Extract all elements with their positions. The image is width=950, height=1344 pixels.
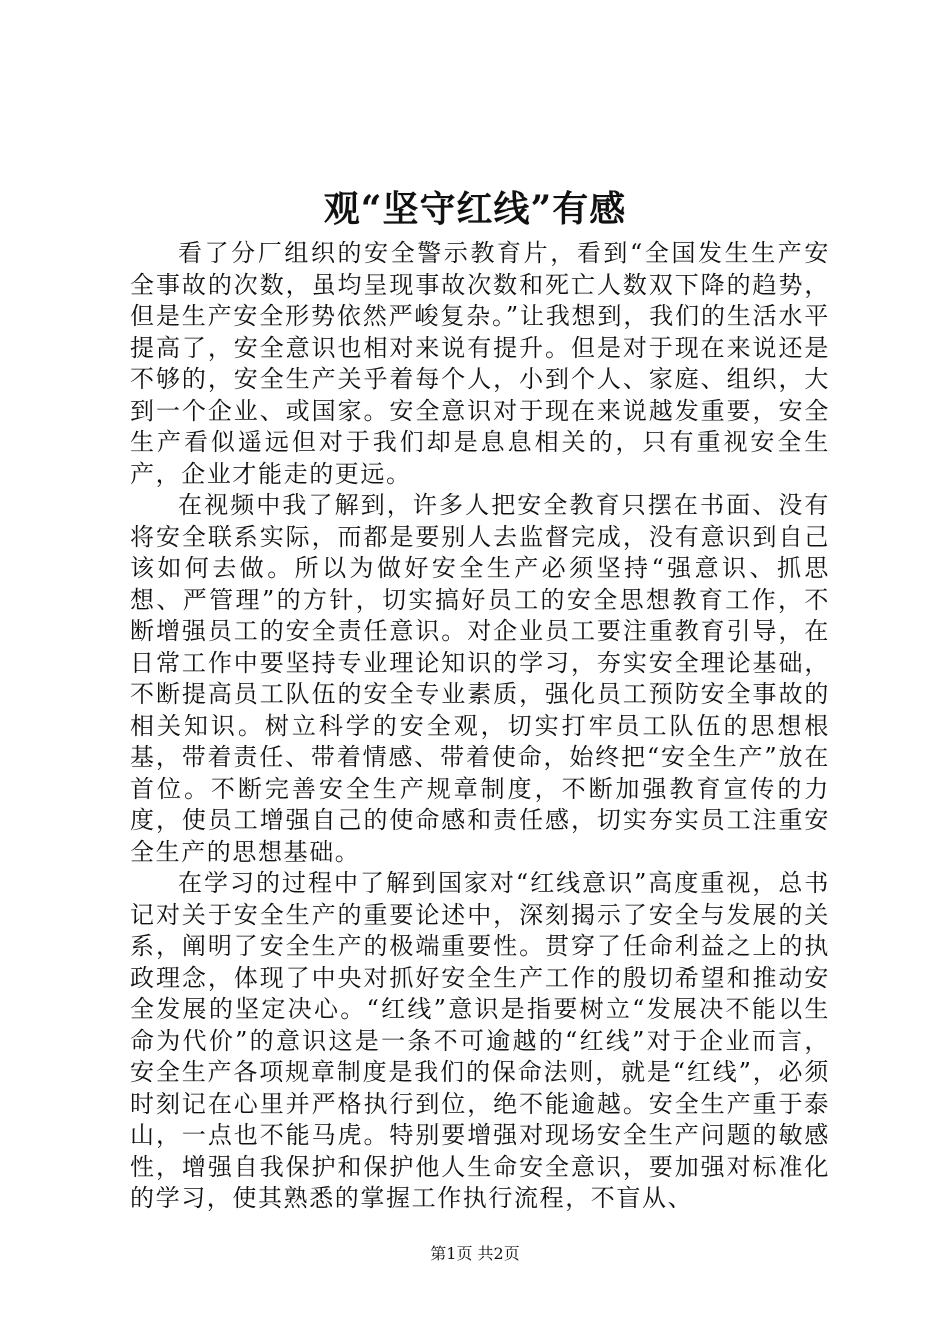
document-title: 观“坚守红线”有感 [323, 188, 627, 230]
paragraph: 在学习的过程中了解到国家对“红线意识”高度重视，总书记对关于安全生产的重要论述中，深刻揭示了安全与发展的关系，阐明了安全生产的极端重要性。贯穿了任命利益之上的执政理念，体现了中央对抓好安全生产工作的殷切希望和推动安全发展的坚定决心。“红线”意识是指要树立“发展决不能以生命为代价”的意识这是一条不可逾越的“红线”对于企业而言，安全生产各项规章制度是我们的保命法则，就是“红线”，必须时刻记在心里并严格执行到位，绝不能逾越。安全生产重于泰山，一点也不能马虎。特别要增强对现场安全生产问题的敏感性，增强自我保护和保护他人生命安全意识，要加强对标准化的学习，使其熟悉的掌握工作执行流程，不盲从、 [130, 869, 830, 1212]
paragraph: 看了分厂组织的安全警示教育片，看到“全国发生生产安全事故的次数，虽均呈现事故次数和死亡人数双下降的趋势，但是生产安全形势依然严峻复杂。”让我想到，我们的生活水平提高了，安全意识也相对来说有提升。但是对于现在来说还是不够的，安全生产关乎着每个人，小到个人、家庭、组织，大到一个企业、或国家。安全意识对于现在来说越发重要，安全生产看似遥远但对于我们却是息息相关的，只有重视安全生产，企业才能走的更远。 [130, 239, 830, 488]
page-number-footer: 第1页 共2页 [430, 1244, 520, 1263]
document-body [130, 238, 830, 1215]
paragraph: 在视频中我了解到，许多人把安全教育只摆在书面、没有将安全联系实际，而都是要别人去监督完成，没有意识到自己该如何去做。所以为做好安全生产必须坚持“强意识、抓思想、严管理”的方针，切实搞好员工的安全思想教育工作，不断增强员工的安全责任意识。对企业员工要注重教育引导，在日常工作中要坚持专业理论知识的学习，夯实安全理论基础，不断提高员工队伍的安全专业素质，强化员工预防安全事故的相关知识。树立科学的安全观，切实打牢员工队伍的思想根基，带着责任、带着情感、带着使命，始终把“安全生产”放在首位。不断完善安全生产规章制度，不断加强教育宣传的力度，使员工增强自己的使命感和责任感，切实夯实员工注重安全生产的思想基础。 [130, 491, 830, 866]
